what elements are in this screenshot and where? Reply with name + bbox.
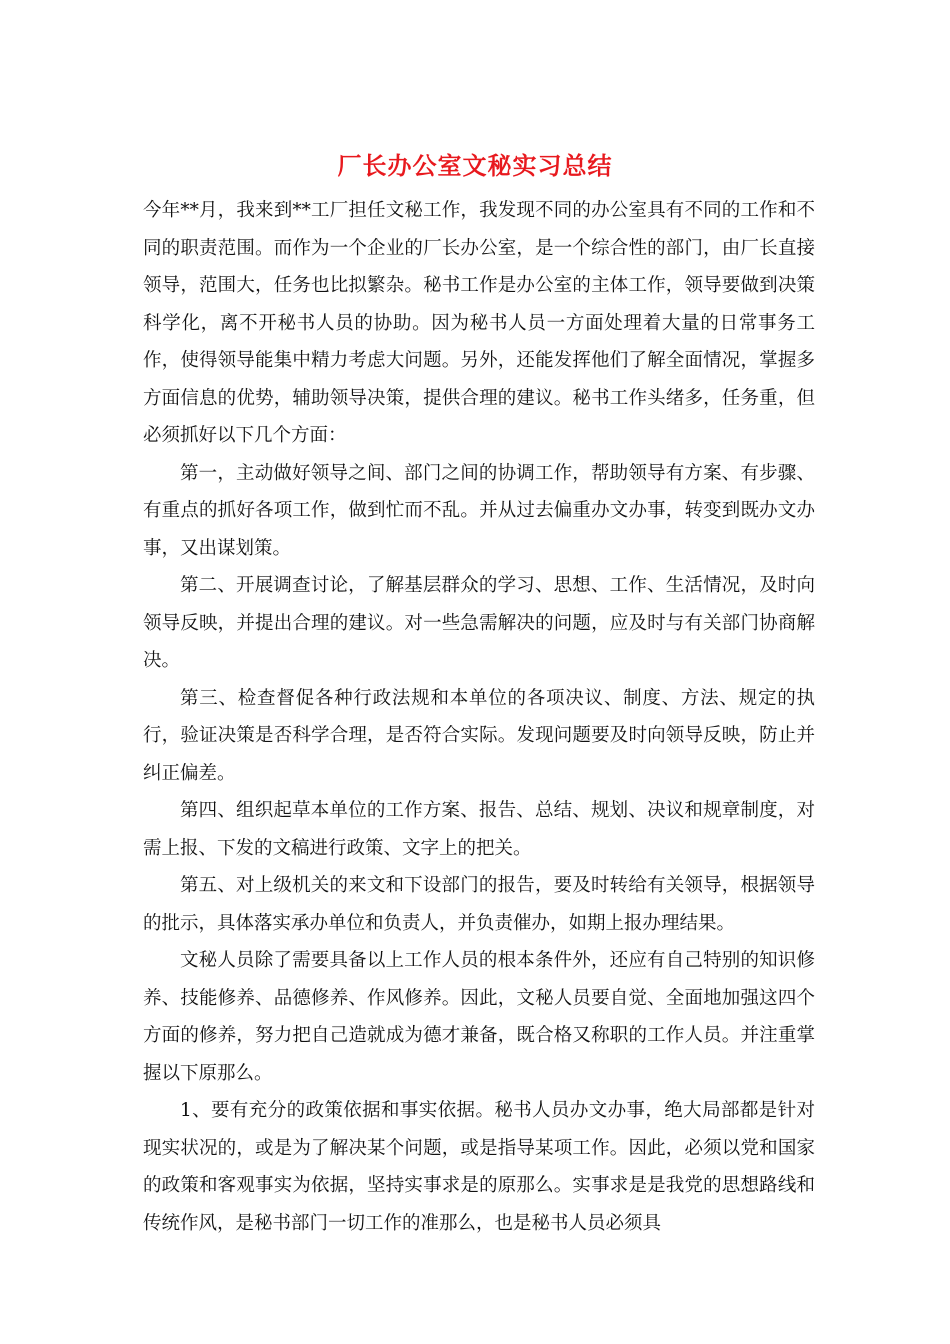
paragraph-qualities: 文秘人员除了需要具备以上工作人员的根本条件外，还应有自己特别的知识修养、技能修养、品德修养、作风修养。因此，文秘人员要自觉、全面地加强这四个方面的修养，努力把自己造就成为德才兼备，既合格又称职的工作人员。并注重掌握以下原那么。 — [143, 950, 815, 1084]
paragraph-second: 第二、开展调查讨论，了解基层群众的学习、思想、工作、生活情况，及时向领导反映，并提出合理的建议。对一些急需解决的问题，应及时与有关部门协商解决。 — [143, 575, 815, 671]
paragraph-fifth: 第五、对上级机关的来文和下设部门的报告，要及时转给有关领导，根据领导的批示，具体落实承办单位和负责人，并负责催办，如期上报办理结果。 — [143, 875, 815, 934]
document-body — [143, 192, 815, 1242]
paragraph-first: 第一，主动做好领导之间、部门之间的协调工作，帮助领导有方案、有步骤、有重点的抓好各项工作，做到忙而不乱。并从过去偏重办文办事，转变到既办文办事，又出谋划策。 — [143, 462, 815, 559]
paragraph-intro: 今年**月，我来到**工厂担任文秘工作，我发现不同的办公室具有不同的工作和不同的职责范围。而作为一个企业的厂长办公室，是一个综合性的部门，由厂长直接领导，范围大，任务也比拟繁杂。秘书工作是办公室的主体工作，领导要做到决策科学化，离不开秘书人员的协助。因为秘书人员一方面处理着大量的日常事务工作，使得领导能集中精力考虑大问题。另外，还能发挥他们了解全面情况，掌握多方面信息的优势，辅助领导决策，提供合理的建议。秘书工作头绪多，任务重，但必须抓好以下几个方面： — [143, 200, 815, 446]
paragraph-fourth: 第四、组织起草本单位的工作方案、报告、总结、规划、决议和规章制度，对需上报、下发的文稿进行政策、文字上的把关。 — [143, 800, 815, 859]
paragraph-third: 第三、检查督促各种行政法规和本单位的各项决议、制度、方法、规定的执行，验证决策是否科学合理，是否符合实际。发现问题要及时向领导反映，防止并纠正偏差。 — [143, 687, 815, 784]
paragraph-principle-1: 1、要有充分的政策依据和事实依据。秘书人员办文办事，绝大局部都是针对现实状况的，或是为了解决某个问题，或是指导某项工作。因此，必须以党和国家的政策和客观事实为依据，坚持实事求是的原那么。实事求是是我党的思想路线和传统作风，是秘书部门一切工作的准那么，也是秘书人员必须具 — [143, 1100, 815, 1234]
document-title: 厂长办公室文秘实习总结 — [337, 152, 613, 180]
